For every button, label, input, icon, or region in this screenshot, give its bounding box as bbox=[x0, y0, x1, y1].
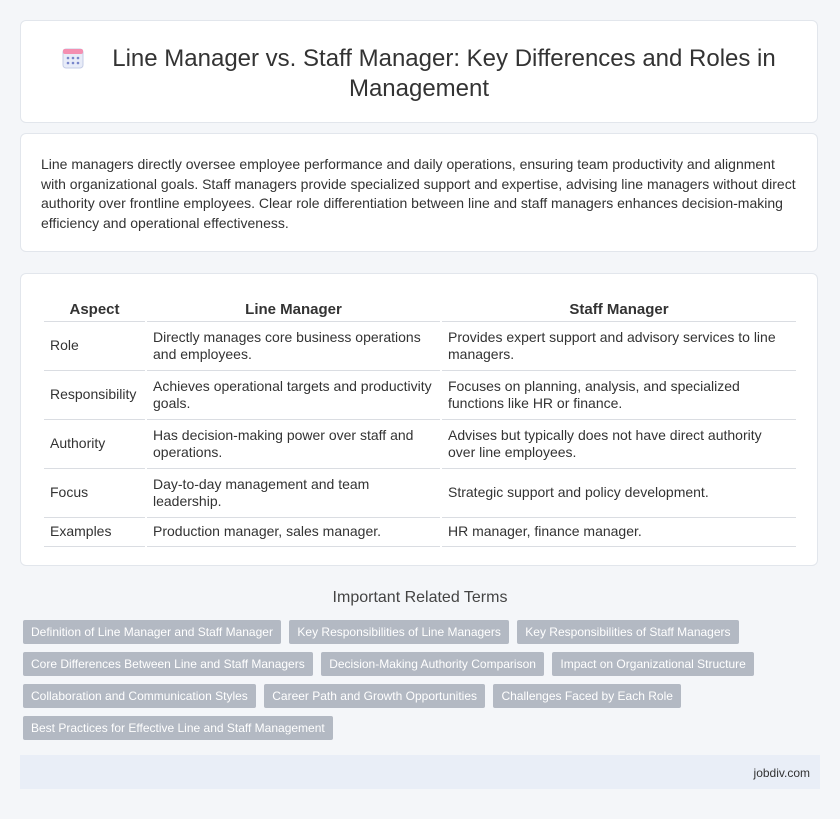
page-title bbox=[61, 44, 777, 104]
table-row bbox=[44, 518, 796, 547]
cell-line-manager: Production manager, sales manager. bbox=[147, 518, 440, 547]
title-wrap bbox=[61, 44, 777, 104]
cell-staff-manager: Focuses on planning, analysis, and specialized functions like HR or finance. bbox=[442, 371, 796, 420]
footer bbox=[20, 755, 820, 789]
page-title-text: Line Manager vs. Staff Manager: Key Differences and Roles in Management bbox=[112, 45, 776, 102]
related-term-tag[interactable]: Core Differences Between Line and Staff Managers bbox=[23, 652, 313, 676]
cell-aspect: Responsibility bbox=[44, 371, 145, 420]
table-row bbox=[44, 322, 796, 371]
footer-site-link[interactable]: jobdiv.com bbox=[753, 766, 810, 780]
comparison-table-card bbox=[20, 273, 818, 566]
related-term-tag[interactable]: Impact on Organizational Structure bbox=[552, 652, 753, 676]
comparison-table bbox=[42, 295, 798, 547]
intro-text: Line managers directly oversee employee performance and daily operations, ensuring team productivity and alignment with organizational goals. Staff managers provide specialized support and expertise, advising line managers without direct authority over frontline employees. Clear role differentiation between line and staff managers enhances decision-making efficiency and operational effectiveness. bbox=[41, 156, 796, 231]
header-line-manager: Line Manager bbox=[147, 295, 440, 322]
cell-aspect: Authority bbox=[44, 420, 145, 469]
related-term-tag[interactable]: Decision-Making Authority Comparison bbox=[321, 652, 544, 676]
header-staff-manager: Staff Manager bbox=[442, 295, 796, 322]
cell-line-manager: Directly manages core business operations and employees. bbox=[147, 322, 440, 371]
header-card bbox=[20, 20, 818, 123]
cell-line-manager: Achieves operational targets and productivity goals. bbox=[147, 371, 440, 420]
cell-aspect: Examples bbox=[44, 518, 145, 547]
cell-aspect: Role bbox=[44, 322, 145, 371]
table-row bbox=[44, 469, 796, 518]
table-row bbox=[44, 371, 796, 420]
table-row bbox=[44, 420, 796, 469]
cell-staff-manager: Strategic support and policy development. bbox=[442, 469, 796, 518]
related-term-tag[interactable]: Definition of Line Manager and Staff Manager bbox=[23, 620, 281, 644]
related-terms-list bbox=[23, 620, 783, 748]
cell-staff-manager: Advises but typically does not have direct authority over line employees. bbox=[442, 420, 796, 469]
cell-staff-manager: Provides expert support and advisory services to line managers. bbox=[442, 322, 796, 371]
cell-aspect: Focus bbox=[44, 469, 145, 518]
cell-line-manager: Has decision-making power over staff and operations. bbox=[147, 420, 440, 469]
related-term-tag[interactable]: Collaboration and Communication Styles bbox=[23, 684, 256, 708]
cell-line-manager: Day-to-day management and team leadership. bbox=[147, 469, 440, 518]
related-term-tag[interactable]: Career Path and Growth Opportunities bbox=[264, 684, 485, 708]
intro-card bbox=[20, 133, 818, 252]
header-aspect: Aspect bbox=[44, 295, 145, 322]
related-term-tag[interactable]: Key Responsibilities of Staff Managers bbox=[517, 620, 738, 644]
table-header-row bbox=[44, 295, 796, 322]
related-term-tag[interactable]: Best Practices for Effective Line and Staff Management bbox=[23, 716, 333, 740]
related-term-tag[interactable]: Key Responsibilities of Line Managers bbox=[289, 620, 508, 644]
calendar-icon bbox=[62, 47, 84, 69]
related-terms-title: Important Related Terms bbox=[332, 589, 508, 606]
cell-staff-manager: HR manager, finance manager. bbox=[442, 518, 796, 547]
related-term-tag[interactable]: Challenges Faced by Each Role bbox=[493, 684, 680, 708]
